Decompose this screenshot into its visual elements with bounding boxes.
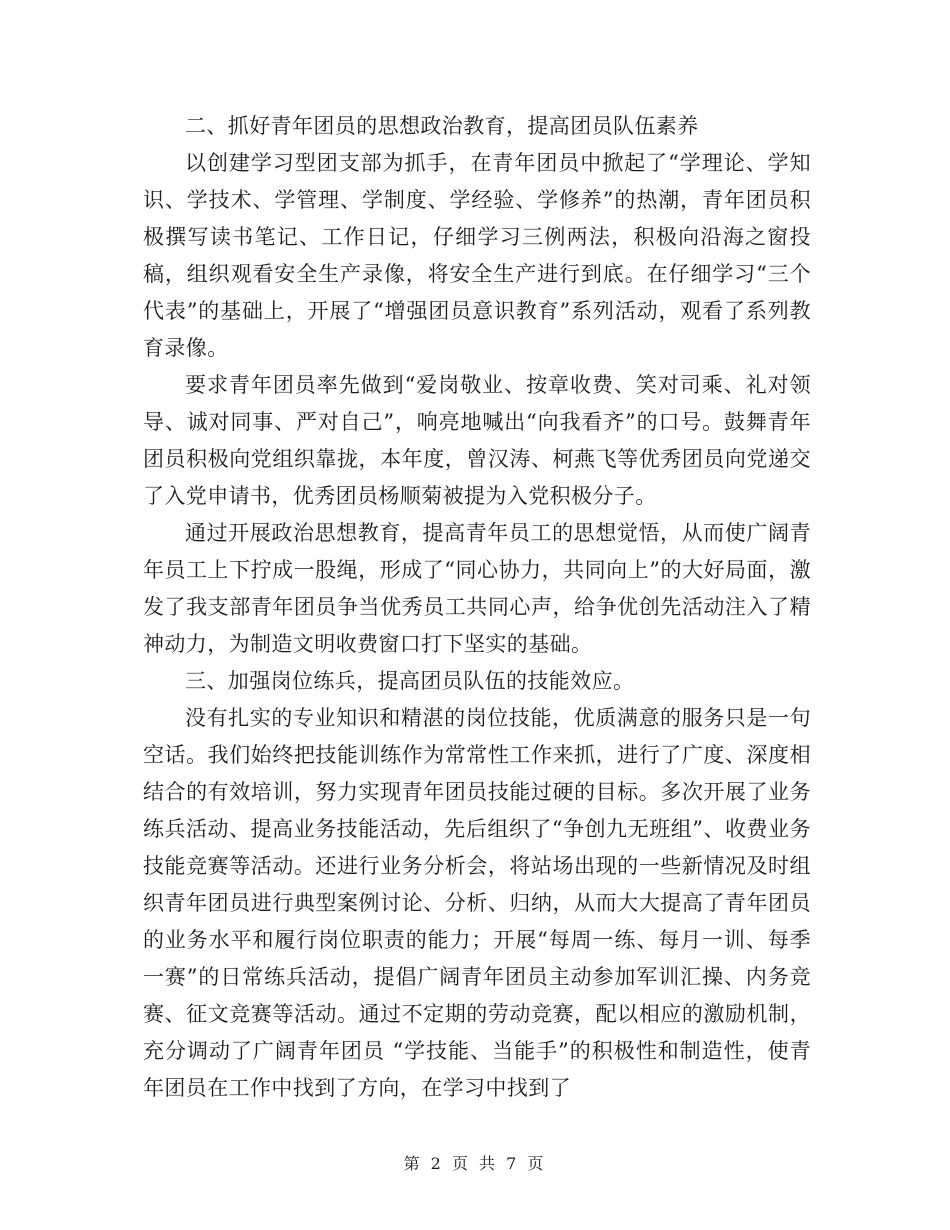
document-body [143, 108, 811, 1107]
page-number-footer: 第 2 页 共 7 页 [403, 1154, 547, 1173]
section-heading-2: 二、抓好青年团员的思想政治教育，提高团员队伍素养 [185, 114, 699, 138]
paragraph-skill-training: 没有扎实的专业知识和精湛的岗位技能，优质满意的服务只是一句空话。我们始终把技能训练作为常常性工作来抓，进行了广度、深度相结合的有效培训，努力实现青年团员技能过硬的目标。多次开展了业务练兵活动、提高业务技能活动，先后组织了“争创九无班组”、收费业务技能竞赛等活动。还进行业务分析会，将站场出现的一些新情况及时组织青年团员进行典型案例讨论、分析、归纳，从而大大提高了青年团员的业务水平和履行岗位职责的能力；开展“每周一练、每月一训、每季一赛”的日常练兵活动，提倡广阔青年团员主动参加军训汇操、内务竞赛、征文竞赛等活动。通过不定期的劳动竞赛，配以相应的激励机制，充分调动了广阔青年团员 “学技能、当能手”的积极性和制造性，使青年团员在工作中找到了方向，在学习中找到了 [143, 706, 811, 1100]
paragraph-political-education: 通过开展政治思想教育，提高青年员工的思想觉悟，从而使广阔青年员工上下拧成一股绳，形成了“同心协力，共同向上”的大好局面，激发了我支部青年团员争当优秀员工共同心声，给争优创先活动注入了精神动力，为制造文明收费窗口打下坚实的基础。 [143, 521, 811, 656]
paragraph-study-activities: 以创建学习型团支部为抓手，在青年团员中掀起了“学理论、学知识、学技术、学管理、学制度、学经验、学修养”的热潮，青年团员积极撰写读书笔记、工作日记，仔细学习三例两法，积极向沿海之窗投稿，组织观看安全生产录像，将安全生产进行到底。在仔细学习“三个代表”的基础上，开展了“增强团员意识教育”系列活动，观看了系列教育录像。 [143, 151, 811, 360]
paragraph-member-requirements: 要求青年团员率先做到“爱岗敬业、按章收费、笑对司乘、礼对领导、诚对同事、严对自己”，响亮地喊出“向我看齐”的口号。鼓舞青年团员积极向党组织靠拢，本年度，曾汉涛、柯燕飞等优秀团员向党递交了入党申请书，优秀团员杨顺菊被提为入党积极分子。 [143, 373, 811, 508]
section-heading-3: 三、加强岗位练兵，提高团员队伍的技能效应。 [185, 669, 635, 693]
